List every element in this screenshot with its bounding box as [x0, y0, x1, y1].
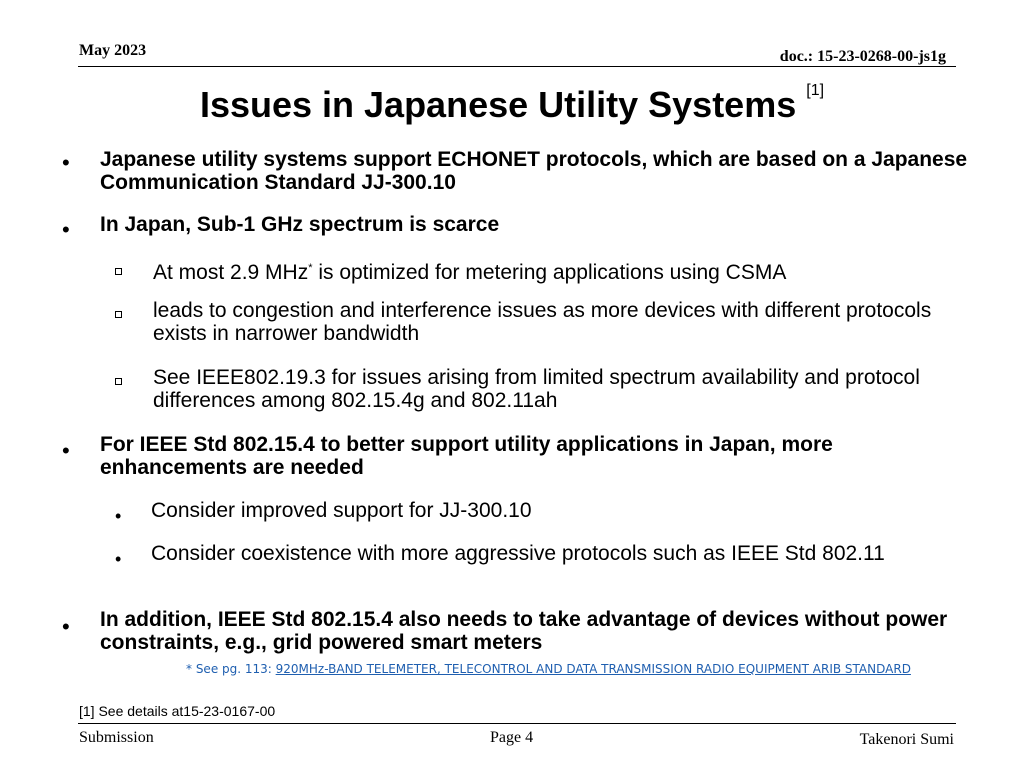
asterisk-marker: * [308, 262, 313, 274]
header-divider [78, 66, 956, 67]
sub-bullet-ieee802193: See IEEE802.19.3 for issues arising from limited spectrum availability and protocol differences among 802.15.4g and 802.11ah [153, 366, 920, 412]
square-bullet-icon [115, 378, 122, 385]
arib-standard-link[interactable]: 920MHz-BAND TELEMETER, TELECONTROL AND DATA TRANSMISSION RADIO EQUIPMENT ARIB STANDARD [275, 662, 911, 676]
bullet-dot-icon: • [62, 217, 70, 242]
sub-bullet-bandwidth [153, 257, 973, 284]
footer-submission: Submission [79, 729, 154, 746]
reference-note: [1] See details at15-23-0167-00 [79, 703, 276, 719]
bullet-dot-icon: • [62, 150, 70, 175]
sub-bullet-congestion: leads to congestion and interference issues as more devices with different protocols exists in narrower bandwidth [153, 299, 932, 345]
sub-bullet-coexistence: Consider coexistence with more aggressive protocols such as IEEE Std 802.11 [151, 542, 885, 565]
bullet-power-constraints: In addition, IEEE Std 802.15.4 also needs to take advantage of devices without power constraints, e.g., grid powered smart meters [100, 608, 948, 654]
footer-page-number: Page 4 [490, 729, 534, 746]
slide-title-text: Issues in Japanese Utility Systems [199, 84, 797, 125]
bullet-dot-icon: • [62, 614, 70, 639]
header-doc-number: doc.: 15-23-0268-00-js1g [779, 48, 946, 65]
bullet-dot-icon: • [115, 549, 122, 569]
square-bullet-icon [115, 268, 122, 275]
slide-title [0, 82, 1024, 126]
sub-bullet-jj30010: Consider improved support for JJ-300.10 [151, 499, 532, 522]
square-bullet-icon [115, 311, 122, 318]
bullet-echonet: Japanese utility systems support ECHONET protocols, which are based on a Japanese Communication Standard JJ-300.10 [100, 148, 968, 194]
footer-divider [78, 723, 956, 724]
footnote [186, 662, 911, 676]
sub-bullet-bandwidth-pre: At most 2.9 MHz [153, 261, 309, 284]
footer-author: Takenori Sumi [859, 731, 954, 748]
header-date: May 2023 [79, 42, 147, 59]
bullet-enhancements: For IEEE Std 802.15.4 to better support utility applications in Japan, more enhancements are needed [100, 433, 833, 479]
bullet-spectrum-scarce: In Japan, Sub-1 GHz spectrum is scarce [100, 213, 500, 236]
bullet-dot-icon: • [115, 506, 122, 526]
footnote-prefix: * See pg. 113: [186, 662, 276, 676]
title-reference: [1] [806, 82, 825, 99]
bullet-dot-icon: • [62, 438, 70, 463]
sub-bullet-bandwidth-post: is optimized for metering applications using CSMA [312, 261, 787, 284]
